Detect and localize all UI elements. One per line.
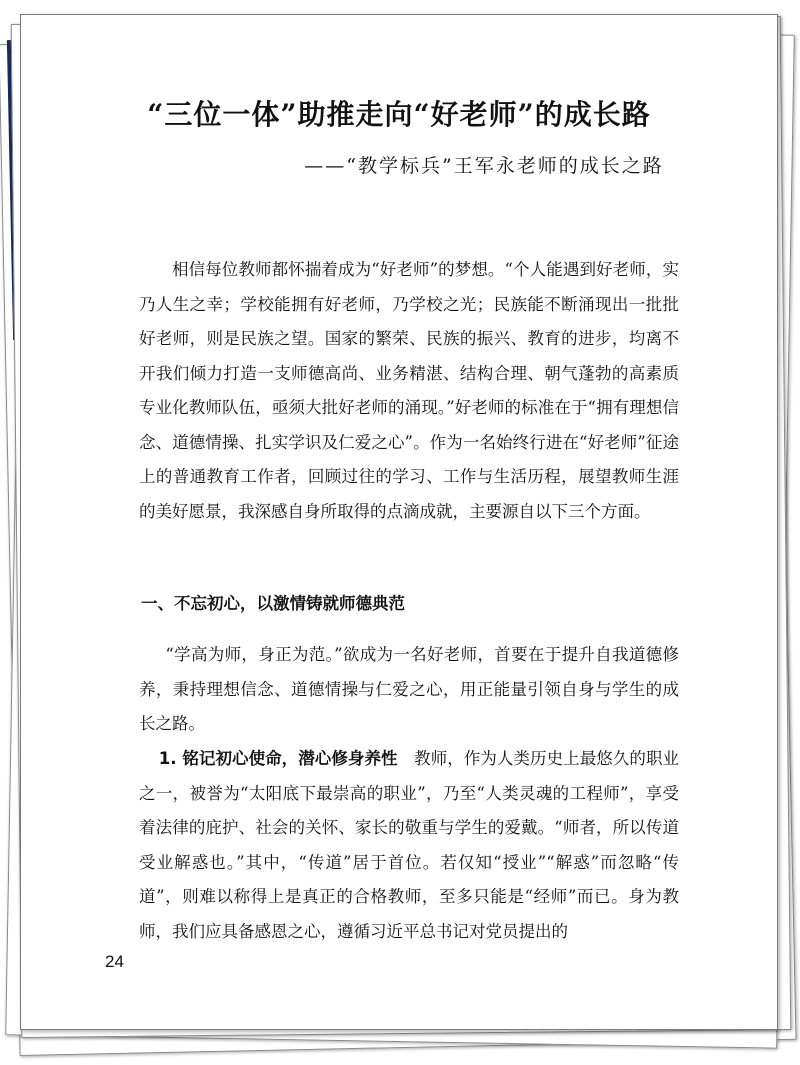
subsection-1-text: 教师，作为人类历史上最悠久的职业之一，被誉为“太阳底下最崇高的职业”，乃至“人类灵魂的工程师”，享受着法律的庇护、社会的关怀、家长的敬重与学生的爱戴。“师者，所以传道受业解惑也。”其中，“传道”居于首位。若仅知“授业”“解惑”而忽略“传道”，则难以称得上是真正的合格教师，至多只能是“经师”而已。身为教师，我们应具备感恩之心，遵循习近平总书记对党员提出的 bbox=[139, 749, 680, 941]
article-title: “三位一体”助推走向“好老师”的成长路 bbox=[147, 98, 651, 131]
subsection-heading-1: 1. 铭记初心使命，潜心修身养性 bbox=[158, 749, 398, 768]
article-subtitle: ——“教学标兵”王军永老师的成长之路 bbox=[304, 155, 664, 177]
section-heading-1: 一、不忘初心，以激情铸就师德典范 bbox=[141, 594, 405, 613]
paragraph-section1-intro: “学高为师，身正为范。”欲成为一名好老师，首要在于提升自我道德修养，秉持理想信念、道德情操与仁爱之心，用正能量引领自身与学生的成长之路。 bbox=[139, 645, 679, 733]
page-number: 24 bbox=[105, 952, 124, 971]
document-page bbox=[20, 14, 778, 1030]
paragraph-intro: 相信每位教师都怀揣着成为“好老师”的梦想。“个人能遇到好老师，实乃人生之幸；学校能拥有好老师，乃学校之光；民族能不断涌现出一批批好老师，则是民族之望。国家的繁荣、民族的振兴、教育的进步，均离不开我们倾力打造一支师德高尚、业务精湛、结构合理、朝气蓬勃的高素质专业化教师队伍，亟须大批好老师的涌现。”好老师的标准在于“拥有理想信念、道德情操、扎实学识及仁爱之心”。作为一名始终行进在“好老师”征途上的普通教育工作者，回顾过往的学习、工作与生活历程，展望教师生涯的美好愿景，我深感自身所取得的点滴成就，主要源自以下三个方面。 bbox=[139, 260, 679, 521]
paragraph-subsection1 bbox=[139, 742, 679, 949]
